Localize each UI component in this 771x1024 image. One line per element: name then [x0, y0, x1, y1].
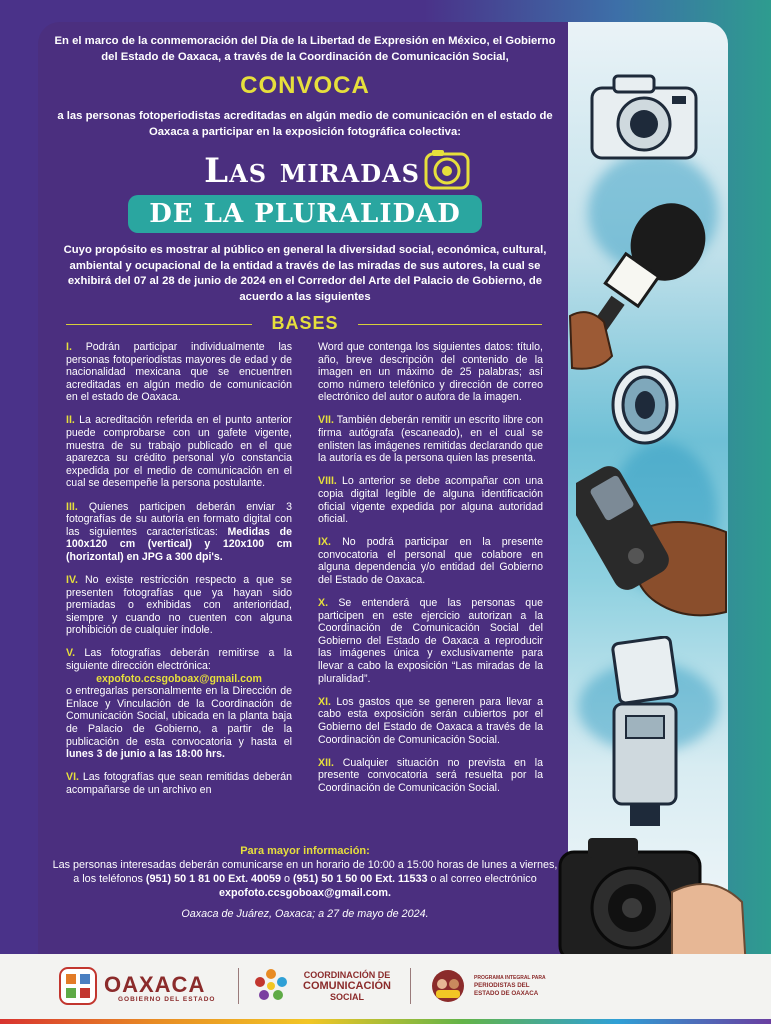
base-item-3: III. Quienes participen deberán enviar 3 fotografías de su autoría en formato digital con las siguientes características: Medidas de 100x120 cm (vertical) y 120x100 cm (horizontal) en JPG a 300 dpi's. — [66, 500, 292, 563]
camera-illustration-icon — [584, 66, 704, 166]
base-item-7: VII. También deberán remitir un escrito libre con firma autógrafa (escaneado), en el cual se enlisten las imágenes remitidas declarando que la autoría es de la persona quien las presenta. — [318, 414, 543, 465]
comunicacion-social-logo-icon — [254, 968, 288, 1004]
base-item-8: VIII. Lo anterior se debe acompañar con una copia digital legible de alguna identificación oficial vigente expedida por alguna autoridad oficial. — [318, 475, 543, 526]
periodistas-program-logo-icon — [426, 968, 470, 1004]
title-line-2: DE LA PLURALIDAD — [149, 199, 461, 229]
base-item-4: IV. No existe restricción respecto a que se presenten fotografías que ya hayan sido premiadas o exhibidas con anterioridad, siempre y cuando no cuenten con alguna prohibición de cualquier índole. — [66, 574, 292, 637]
oaxaca-logo-subtitle: GOBIERNO DEL ESTADO — [118, 996, 216, 1003]
base-item-1: I. Podrán participar individualmente las personas fotoperiodistas mayores de edad y de nacionalidad mexicana que se encuentren acreditadas en algún medio de comunicación en el estado de Oaxaca. — [66, 341, 292, 404]
bases-divider-left — [66, 324, 252, 325]
recorder-hand-illustration-icon — [576, 462, 728, 622]
intro-text: En el marco de la conmemoración del Día de la Libertad de Expresión en México, el Gobierno del Estado de Oaxaca, a través de la Coordinación de Comunicación Social, — [54, 35, 556, 63]
oaxaca-logo-text: OAXACA — [104, 972, 206, 997]
contact-email-link[interactable]: expofoto.ccsgoboax@gmail.com. — [219, 887, 391, 899]
submission-email-link[interactable]: expofoto.ccsgoboax@gmail.com — [96, 672, 262, 685]
oaxaca-emblem-icon — [58, 966, 98, 1006]
closing-date: Oaxaca de Juárez, Oaxaca; a 27 de mayo de 2024. — [181, 908, 429, 920]
info-title: Para mayor información: — [240, 845, 370, 857]
bases-right-column — [318, 341, 543, 805]
phone-2[interactable]: (951) 50 1 50 00 Ext. 11533 — [293, 873, 428, 885]
lens-illustration-icon — [604, 362, 686, 448]
bases-left-column — [66, 341, 292, 807]
purpose-text: Cuyo propósito es mostrar al público en general la diversidad social, económica, cultural, ambiental y ocupacional de la entidad a través de las miradas de sus autores, la cual se exhibirá del 07 al 28 de junio de 2024 en el Corredor del Arte del Palacio de Gobierno, de acuerdo a las siguientes — [63, 244, 547, 303]
footer-divider-2 — [410, 968, 411, 1004]
base-item-6-continued: Word que contenga los siguientes datos: título, año, breve descripción del contenido de la imagen en un máximo de 25 palabras; así como número telefónico y dirección de correo electrónico del autor o autora de la imagen. — [318, 341, 543, 404]
title-line-1: Las miradas — [204, 151, 420, 191]
camera-lens-icon — [422, 148, 472, 192]
title-banner — [128, 195, 482, 233]
bases-heading: BASES — [271, 313, 339, 333]
info-body: Las personas interesadas deberán comunicarse en un horario de 10:00 a 15:00 horas de lunes a viernes, a los teléfonos (951) 50 1 81 00 Ext. 40059 o (951) 50 1 50 00 Ext. 11533 o al correo electrónico expofoto.ccsgoboax@gmail.com. — [52, 859, 558, 899]
phone-1[interactable]: (951) 50 1 81 00 Ext. 40059 — [145, 873, 281, 885]
base-item-5: V. Las fotografías deberán remitirse a la siguiente dirección electrónica: expofoto.ccsgoboax@gmail.com o entregarlas personalmente en la Dirección de Enlace y Vinculación de la Coordinación de Comunicación Social, ubicada en la planta baja de Palacio de Gobierno, a partir de la publicación de esta convocatoria y hasta el lunes 3 de junio a las 18:00 hrs. — [66, 647, 292, 761]
base-item-2: II. La acreditación referida en el punto anterior puede comprobarse con un gafete vigente, muestra de su trabajo publicado en el que aparezca su crédito personal y/o constancia expedida por el medio de comunicación en el cual se desempeñe la persona postulante. — [66, 414, 292, 490]
footer-divider-1 — [238, 968, 239, 1004]
base-item-12: XII. Cualquier situación no prevista en la presente convocatoria será resuelta por la Coordinación de Comunicación Social. — [318, 756, 543, 794]
convoca-heading: CONVOCA — [240, 72, 370, 99]
footer-color-stripe — [0, 1019, 771, 1024]
base-item-6: VI. Las fotografías que sean remitidas deberán acompañarse de un archivo en — [66, 771, 292, 796]
base-item-11: XI. Los gastos que se generen para llevar a cabo esta exposición serán cubiertos por el Gobierno del Estado de Oaxaca a través de la Coordinación de Comunicación Social. — [318, 695, 543, 746]
base-item-9: IX. No podrá participar en la presente convocatoria el personal que colabore en alguna dependencia y/o entidad del Gobierno del Estado de Oaxaca. — [318, 536, 543, 586]
flash-illustration-icon — [596, 636, 692, 834]
microphone-illustration-icon — [568, 196, 718, 386]
base-item-10: X. Se entenderá que las personas que participen en este ejercicio autorizan a la Coordinación de Comunicación Social del Gobierno del Estado de Oaxaca a reproducir las imágenes única y exclusivamente para llevar a cabo la exposición “Las miradas de la pluralidad”. — [318, 597, 543, 685]
periodistas-program-logo-text: PROGRAMA INTEGRAL PARA PERIODISTAS DEL ESTADO DE OAXACA — [474, 975, 546, 997]
bases-divider-right — [358, 324, 542, 325]
invite-text: a las personas fotoperiodistas acreditadas en algún medio de comunicación en el estado de Oaxaca a participar en la exposición fotográfica colectiva: — [57, 110, 553, 138]
comunicacion-social-logo-text: COORDINACIÓN DE COMUNICACIÓN SOCIAL — [303, 970, 391, 1002]
